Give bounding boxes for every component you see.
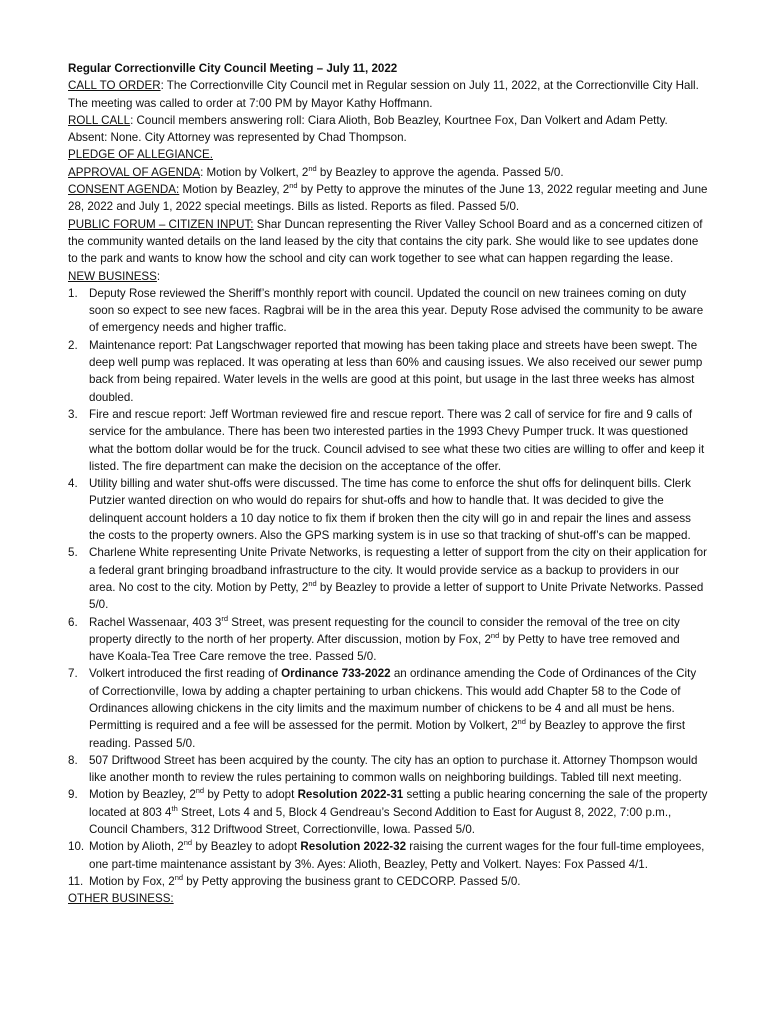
consent-paragraph [68, 181, 708, 216]
ordinal-suffix: rd [221, 613, 229, 623]
item-text: 507 Driftwood Street has been acquired by the county. The city has an option to purchase it. Attorney Thompson would like another month to review the rules pertaining to common walls on neighboring buildings. Tabled till next meeting. [89, 753, 698, 785]
list-item [68, 665, 708, 751]
item-text: Utility billing and water shut-offs were discussed. The time has come to enforce the shut offs for delinquent bills. Clerk Putzier wanted direction on who would do repairs for shut-offs and how to handle that. It was decided to give the delinquent account holders a 10 day notice to fix them if broken then the city will go in and repair the lines and assess the costs to the property owners. Also the GPS marking system is in use so that tracking of shut-off’s can be mapped. [89, 477, 691, 543]
item-text: Charlene White representing Unite Private Networks, is requesting a letter of support from the city on their application for a federal grant bringing broadband infrastructure to the city. It would provide service as a backup to providers in our area. No cost to the city. Motion by Petty, 2 [89, 546, 707, 594]
minutes-document [68, 60, 708, 908]
approval-paragraph [68, 164, 708, 181]
list-item [68, 406, 708, 475]
item-number: 5. [68, 546, 78, 560]
roll-call-text: : Council members answering roll: Ciara Alioth, Bob Beazley, Kourtnee Fox, Dan Volkert and Adam Petty. Absent: None. City Attorney was represented by Chad Thompson. [68, 113, 668, 145]
item-text: Street, was present requesting for the council to consider the removal of the tree on city property directly to the north of her property. After discussion, motion by Fox, 2 [89, 615, 680, 646]
item-text: by Petty to adopt [204, 788, 298, 802]
ordinal-suffix: nd [195, 786, 205, 796]
item-number: 2. [68, 338, 78, 352]
item-text: by Beazley to adopt [192, 840, 301, 854]
ordinal-suffix: nd [308, 163, 317, 173]
new-business-colon: : [156, 269, 161, 283]
list-item [68, 786, 708, 838]
ordinance-reference: Ordinance 733-2022 [281, 667, 391, 681]
item-text: by Petty to have tree removed and have Koala-Tea Tree Care remove the tree. Passed 5/0. [89, 632, 680, 664]
list-item [68, 337, 708, 406]
list-item [68, 614, 708, 666]
item-number: 1. [68, 286, 78, 300]
approval-text: : Motion by Volkert, 2 [200, 165, 309, 179]
roll-call-paragraph [68, 112, 708, 147]
public-forum-text: Shar Duncan representing the River Valley School Board and as a concerned citizen of the community wanted details on the land leased by the city that contains the city park. She would like to see updates done to the park and wants to know how the school and city can work together to see what can happen regarding the lease. [68, 217, 703, 266]
list-item [68, 544, 708, 613]
item-text: Volkert introduced the first reading of [89, 667, 282, 681]
item-number: 10. [68, 840, 85, 854]
item-text: setting a public hearing concerning the sale of the property located at 803 4 [89, 788, 708, 819]
item-text: Motion by Beazley, 2 [89, 788, 196, 802]
item-number: 6. [68, 615, 78, 629]
consent-heading: CONSENT AGENDA: [68, 183, 180, 197]
consent-text: Motion by Beazley, 2 [179, 183, 290, 197]
item-text: Motion by Alioth, 2 [89, 840, 184, 854]
pledge-paragraph [68, 146, 708, 163]
other-business-heading: OTHER BUSINESS: [68, 892, 174, 906]
ordinal-suffix: th [171, 803, 178, 813]
call-to-order-text: : The Correctionville City Council met in Regular session on July 11, 2022, at the Correctionville City Hall. The meeting was called to order at 7:00 PM by Mayor Kathy Hoffmann. [68, 79, 699, 110]
page-title: Regular Correctionville City Council Meeting – July 11, 2022 [68, 62, 398, 75]
approval-heading: APPROVAL OF AGENDA [68, 165, 201, 179]
pledge-heading: PLEDGE OF ALLEGIANCE. [68, 148, 213, 162]
item-number: 9. [68, 788, 78, 802]
ordinal-suffix: nd [174, 873, 184, 883]
call-to-order-heading: CALL TO ORDER [68, 79, 161, 93]
item-text: Maintenance report: Pat Langschwager reported that mowing has been taking place and streets have been swept. The deep well pump was replaced. It was operating at less than 60% and causing issues. We also received our sewer pump back from being repaired. Water levels in the wells are good at this point, but usage in the last three weeks has almost doubled. [89, 338, 703, 404]
list-item [68, 838, 708, 873]
new-business-heading: NEW BUSINESS [68, 269, 157, 283]
item-text: an ordinance amending the Code of Ordinances of the City of Correctionville, Iowa by adding a chapter pertaining to urban chickens. This would add Chapter 58 to the Code of Ordinances allowing chickens in the city limits and the maximum number of chickens to be 4 and all must be hens. Permitting is required and a fee will be assessed for the permit. Motion by Volkert, 2 [89, 667, 697, 733]
item-text: Deputy Rose reviewed the Sheriff’s monthly report with council. Updated the council on new trainees coming on duty soon so expect to see new faces. Ragbrai will be in the area this year. Deputy Rose advised the community to be aware of emergency needs and higher traffic. [89, 286, 704, 335]
item-text: by Beazley to approve the first reading. Passed 5/0. [89, 719, 686, 750]
list-item [68, 752, 708, 787]
item-text: Street, Lots 4 and 5, Block 4 Gendreau’s Second Addition to East for August 8, 2022, 7:00 p.m., Council Chambers, 312 Driftwood Street, Correctionville, Iowa. Passed 5/0. [89, 805, 672, 837]
approval-text: by Beazley to approve the agenda. Passed 5/0. [316, 165, 564, 179]
list-item [68, 475, 708, 544]
item-number: 8. [68, 753, 78, 767]
consent-text: by Petty to approve the minutes of the June 13, 2022 regular meeting and June 28, 2022 and July 1, 2022 special meetings. Bills as listed. Reports as filed. Passed 5/0. [68, 183, 708, 214]
roll-call-heading: ROLL CALL [68, 113, 131, 127]
list-item [68, 873, 708, 890]
item-text: Rachel Wassenaar, 403 3 [89, 615, 222, 629]
new-business-paragraph [68, 268, 708, 285]
resolution-reference: Resolution 2022-32 [300, 840, 407, 854]
ordinal-suffix: nd [517, 717, 526, 727]
item-text: raising the current wages for the four full-time employees, one part-time maintenance assistant by 3%. Ayes: Alioth, Beazley, Petty and Volkert. Nayes: Fox Passed 4/1. [89, 840, 705, 871]
list-item [68, 285, 708, 337]
other-business-paragraph [68, 890, 708, 907]
item-number: 3. [68, 407, 78, 421]
item-text: by Petty approving the business grant to CEDCORP. Passed 5/0. [183, 874, 521, 888]
new-business-list [68, 285, 708, 890]
public-forum-paragraph [68, 216, 708, 268]
item-number: 7. [68, 667, 78, 681]
ordinal-suffix: nd [183, 838, 193, 848]
resolution-reference: Resolution 2022-31 [297, 788, 404, 802]
item-text: by Beazley to provide a letter of support to Unite Private Networks. Passed 5/0. [89, 580, 704, 612]
item-text: Fire and rescue report: Jeff Wortman reviewed fire and rescue report. There was 2 call of service for fire and 9 calls of service for the ambulance. There has been two interested parties in the 1993 Chevy Pumper truck. It was questioned what the bottom dollar would be for the truck. Council advised to see what these two cities are willing to offer and keep it listed. The fire department can make the decision on the acceptance of the offer. [89, 407, 705, 473]
item-text: Motion by Fox, 2 [89, 874, 175, 888]
ordinal-suffix: nd [308, 579, 317, 589]
ordinal-suffix: nd [490, 630, 500, 640]
call-to-order-paragraph [68, 77, 708, 112]
public-forum-heading: PUBLIC FORUM – CITIZEN INPUT: [68, 217, 254, 231]
item-number: 4. [68, 477, 78, 491]
item-number: 11. [68, 874, 84, 888]
ordinal-suffix: nd [289, 181, 298, 191]
